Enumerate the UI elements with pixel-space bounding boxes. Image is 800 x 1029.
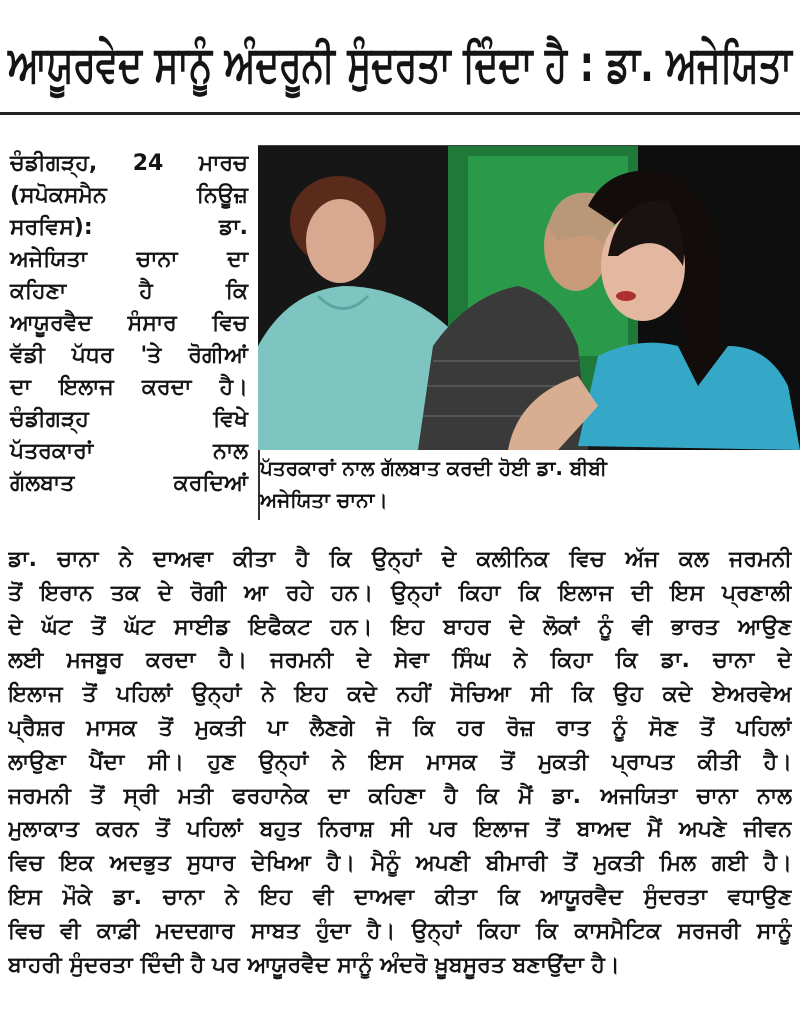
photo-caption xyxy=(260,452,800,516)
body-line: ਤੋਂ ਇਰਾਨ ਤਕ ਦੇ ਰੋਗੀ ਆ ਰਹੇ ਹਨ। ਉਨ੍ਹਾਂ ਕਿਹਾ ਕਿ ਇਲਾਜ ਦੀ ਇਸ ਪ੍ਰਣਾਲੀ xyxy=(8,580,792,606)
body-line: ਵਿਚ ਇਕ ਅਦਭੁਤ ਸੁਧਾਰ ਦੇਖਿਆ ਹੈ। ਮੈਨੂੰ ਅਪਣੀ ਬੀਮਾਰੀ ਤੋਂ ਮੁਕਤੀ ਮਿਲ ਗਈ ਹੈ। xyxy=(8,851,792,877)
body-line: ਡਾ. ਚਾਨਾ ਨੇ ਦਾਅਵਾ ਕੀਤਾ ਹੈ ਕਿ ਉਨ੍ਹਾਂ ਦੇ ਕਲੀਨਿਕ ਵਿਚ ਅੱਜ ਕਲ ਜਰਮਨੀ xyxy=(8,547,792,572)
left-column-line: ਚੰਡੀਗੜ੍ਹ ਵਿਖੇ xyxy=(10,407,248,432)
body-line: ਦੇ ਘੱਟ ਤੋਂ ਘੱਟ ਸਾਈਡ ਇਫੈਕਟ ਹਨ। ਇਹ ਬਾਹਰ ਦੇ ਲੋਕਾਂ ਨੂੰ ਵੀ ਭਾਰਤ ਆਉਣ xyxy=(8,614,792,640)
article-body xyxy=(8,543,792,982)
left-column-line: ਸਰਵਿਸ): ਡਾ. xyxy=(10,215,248,240)
body-line: ਲਈ ਮਜਬੂਰ ਕਰਦਾ ਹੈ। ਜਰਮਨੀ ਦੇ ਸੇਵਾ ਸਿੰਘ ਨੇ ਕਿਹਾ ਕਿ ਡਾ. ਚਾਨਾ ਦੇ xyxy=(8,648,792,674)
caption-line-2: ਅਜੇਯਿਤਾ ਚਾਨਾ। xyxy=(260,488,388,512)
body-line: ਬਾਹਰੀ ਸੁੰਦਰਤਾ ਦਿੰਦੀ ਹੈ ਪਰ ਆਯੂਰਵੈਦ ਸਾਨੂੰ ਅੰਦਰੋ ਖ਼ੂਬਸੂਰਤ ਬਣਾਉਂਦਾ ਹੈ। xyxy=(8,952,620,978)
left-column-line: ਅਜੇਯਿਤਾ ਚਾਨਾ ਦਾ xyxy=(10,247,248,272)
left-column-line: ਪੱਤਰਕਾਰਾਂ ਨਾਲ xyxy=(10,439,248,464)
left-column-line: (ਸਪੋਕਸਮੈਨ ਨਿਊਜ਼ xyxy=(10,183,248,208)
left-column-line: ਵੱਡੀ ਪੱਧਰ 'ਤੇ ਰੋਗੀਆਂ xyxy=(10,343,248,368)
body-line: ਮੁਲਾਕਾਤ ਕਰਨ ਤੋਂ ਪਹਿਲਾਂ ਬਹੁਤ ਨਿਰਾਸ਼ ਸੀ ਪਰ ਇਲਾਜ ਤੋਂ ਬਾਅਦ ਮੈਂ ਅਪਣੇ ਜੀਵਨ xyxy=(8,817,792,843)
left-column-line: ਕਹਿਣਾ ਹੈ ਕਿ xyxy=(10,279,248,304)
body-line: ਇਲਾਜ ਤੋਂ ਪਹਿਲਾਂ ਉਨ੍ਹਾਂ ਨੇ ਇਹ ਕਦੇ ਨਹੀਂ ਸੋਚਿਆ ਸੀ ਕਿ ਉਹ ਕਦੇ ਏਅਰਵੇਅ xyxy=(8,682,792,708)
news-photo xyxy=(258,145,800,450)
left-column-text xyxy=(10,148,248,500)
headline: ਆਯੂਰਵੇਦ ਸਾਨੂੰ ਅੰਦਰੂਨੀ ਸੁੰਦਰਤਾ ਦਿੰਦਾ ਹੈ : ਡਾ. ਅਜੇਯਿਤਾ xyxy=(8,35,792,93)
left-column-line: ਗੱਲਬਾਤ ਕਰਦਿਆਂ xyxy=(10,471,248,496)
photo-illustration xyxy=(258,146,800,450)
left-column-line: ਦਾ ਇਲਾਜ ਕਰਦਾ ਹੈ। xyxy=(10,375,248,400)
headline-rule xyxy=(0,112,800,115)
body-line: ਲਾਉਣਾ ਪੈਂਦਾ ਸੀ। ਹੁਣ ਉਨ੍ਹਾਂ ਨੇ ਇਸ ਮਾਸਕ ਤੋਂ ਮੁਕਤੀ ਪ੍ਰਾਪਤ ਕੀਤੀ ਹੈ। xyxy=(8,749,792,775)
body-line: ਇਸ ਮੌਕੇ ਡਾ. ਚਾਨਾ ਨੇ ਇਹ ਵੀ ਦਾਅਵਾ ਕੀਤਾ ਕਿ ਆਯੂਰਵੈਦ ਸੁੰਦਰਤਾ ਵਧਾਉਣ xyxy=(8,884,792,910)
body-line: ਪ੍ਰੈਸ਼ਰ ਮਾਸਕ ਤੋਂ ਮੁਕਤੀ ਪਾ ਲੈਣਗੇ ਜੋ ਕਿ ਹਰ ਰੋਜ਼ ਰਾਤ ਨੂੰ ਸੋਣ ਤੋਂ ਪਹਿਲਾਂ xyxy=(8,715,792,741)
dateline: ਚੰਡੀਗੜ੍ਹ, 24 ਮਾਰਚ xyxy=(10,151,248,176)
body-line: ਵਿਚ ਵੀ ਕਾਫ਼ੀ ਮਦਦਗਾਰ ਸਾਬਤ ਹੁੰਦਾ ਹੈ। ਉਨ੍ਹਾਂ ਕਿਹਾ ਕਿ ਕਾਸਮੈਟਿਕ ਸਰਜਰੀ ਸਾਨੂੰ xyxy=(8,918,792,944)
caption-line-1: ਪੱਤਰਕਾਰਾਂ ਨਾਲ ਗੱਲਬਾਤ ਕਰਦੀ ਹੋਈ ਡਾ. ਬੀਬੀ xyxy=(260,456,607,480)
left-column-line: ਆਯੂਰਵੈਦ ਸੰਸਾਰ ਵਿਚ xyxy=(10,311,248,336)
body-line: ਜਰਮਨੀ ਤੋਂ ਸ੍ਰੀ ਮਤੀ ਫਰਹਾਨੇਕ ਦਾ ਕਹਿਣਾ ਹੈ ਕਿ ਮੈਂ ਡਾ. ਅਜਯਿਤਾ ਚਾਨਾ ਨਾਲ xyxy=(8,783,792,809)
